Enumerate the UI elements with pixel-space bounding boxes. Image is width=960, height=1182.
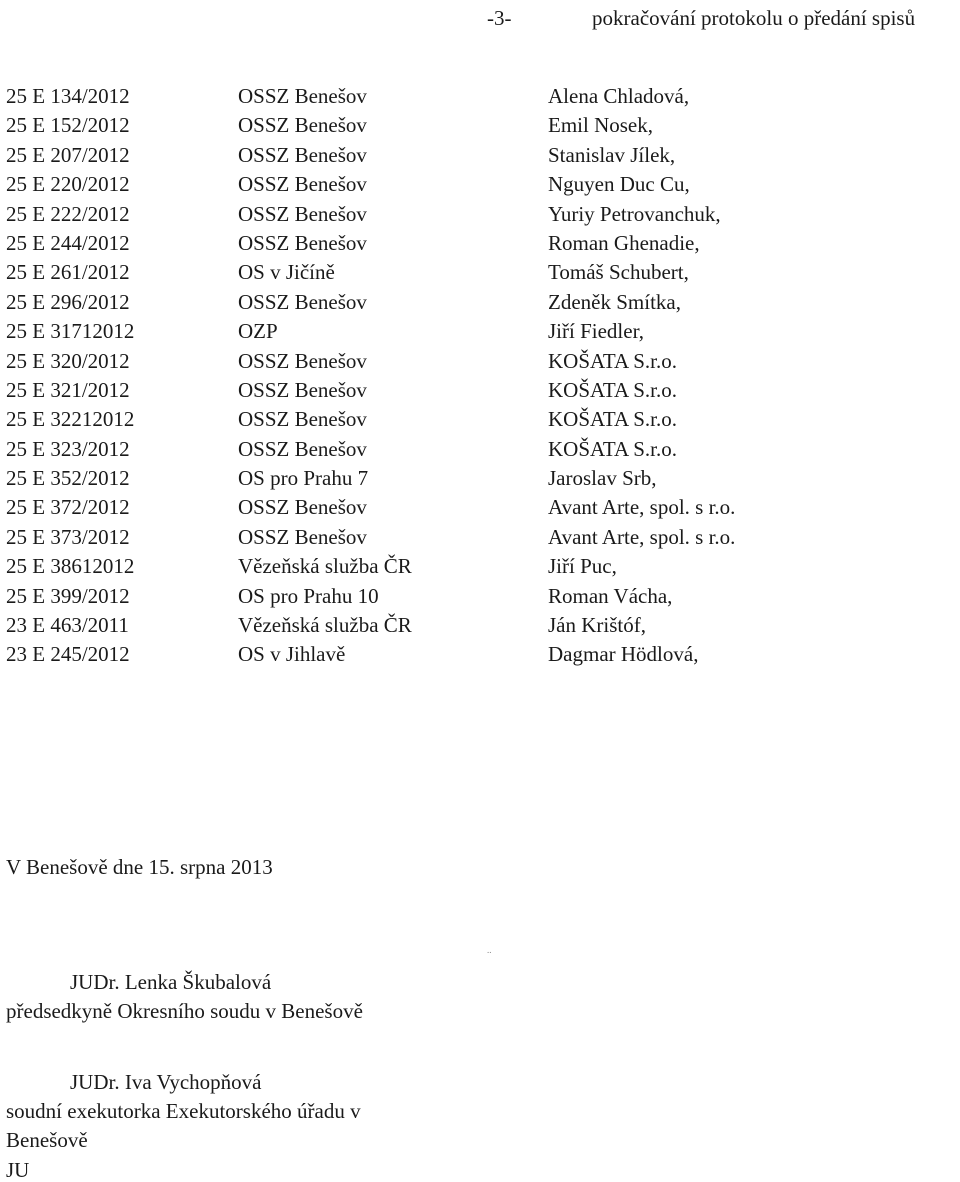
sender-cell: OSSZ Benešov: [238, 436, 367, 461]
party-cell: Stanislav Jílek,: [548, 142, 676, 167]
party-column: [548, 84, 735, 672]
sender-cell: OS pro Prahu 10: [238, 583, 379, 608]
party-cell: Emil Nosek,: [548, 113, 653, 138]
sender-cell: OSSZ Benešov: [238, 495, 367, 520]
sender-cell: Vězeňská služba ČR: [238, 613, 412, 638]
party-cell: Dagmar Hödlová,: [548, 642, 699, 667]
signatory2-name: JUDr. Iva Vychopňová: [70, 1070, 262, 1094]
signatory2-title-continued: Benešově: [6, 1128, 88, 1152]
signatory2-title: soudní exekutorka Exekutorského úřadu v: [6, 1099, 361, 1123]
file-number-cell: 25 E 399/2012: [6, 583, 130, 608]
party-cell: KOŠATA S.r.o.: [548, 377, 678, 402]
sender-cell: Vězeňská služba ČR: [238, 554, 412, 579]
party-cell: Tomáš Schubert,: [548, 260, 689, 285]
party-cell: Nguyen Duc Cu,: [548, 172, 690, 197]
file-number-cell: 25 E 321/2012: [6, 377, 130, 402]
file-number-cell: 25 E 31712012: [6, 319, 135, 344]
sender-cell: OSSZ Benešov: [238, 113, 367, 138]
file-number-cell: 25 E 323/2012: [6, 436, 130, 461]
sender-cell: OSSZ Benešov: [238, 201, 367, 226]
file-number-cell: 25 E 296/2012: [6, 289, 130, 314]
file-number-cell: 25 E 207/2012: [6, 142, 130, 167]
sender-cell: OS v Jihlavě: [238, 642, 346, 667]
file-number-cell: 25 E 152/2012: [6, 113, 130, 138]
party-cell: KOŠATA S.r.o.: [548, 348, 678, 373]
sender-cell: OZP: [238, 319, 278, 344]
sender-column: [238, 84, 412, 672]
party-cell: Jiří Puc,: [548, 554, 617, 579]
file-number-cell: 25 E 352/2012: [6, 466, 130, 491]
page-number: -3-: [487, 6, 512, 30]
sender-cell: OSSZ Benešov: [238, 172, 367, 197]
sender-cell: OSSZ Benešov: [238, 524, 367, 549]
party-cell: Roman Ghenadie,: [548, 230, 700, 255]
sender-cell: OSSZ Benešov: [238, 84, 367, 108]
signatory1-title: předsedkyně Okresního soudu v Benešově: [6, 999, 363, 1023]
file-number-cell: 25 E 261/2012: [6, 260, 130, 285]
sender-cell: OSSZ Benešov: [238, 377, 367, 402]
file-number-column: [6, 84, 134, 672]
mark: ..: [487, 945, 492, 955]
party-cell: Yuriy Petrovanchuk,: [548, 201, 721, 226]
sender-cell: OS pro Prahu 7: [238, 466, 369, 491]
sender-cell: OSSZ Benešov: [238, 407, 367, 432]
file-number-cell: 25 E 320/2012: [6, 348, 130, 373]
file-number-cell: 25 E 372/2012: [6, 495, 130, 520]
party-cell: Jiří Fiedler,: [548, 319, 644, 344]
sender-cell: OSSZ Benešov: [238, 348, 367, 373]
file-number-cell: 25 E 373/2012: [6, 524, 130, 549]
continuation-heading: pokračování protokolu o předání spisů: [592, 6, 916, 30]
file-number-cell: 25 E 220/2012: [6, 172, 130, 197]
party-cell: Avant Arte, spol. s r.o.: [548, 495, 736, 520]
file-number-cell: 23 E 245/2012: [6, 642, 130, 667]
file-number-cell: 25 E 32212012: [6, 407, 135, 432]
party-cell: Jaroslav Srb,: [548, 466, 657, 491]
sender-cell: OS v Jičíně: [238, 260, 335, 285]
sender-cell: OSSZ Benešov: [238, 142, 367, 167]
party-cell: Roman Vácha,: [548, 583, 673, 608]
party-cell: Zdeněk Smítka,: [548, 289, 681, 314]
sender-cell: OSSZ Benešov: [238, 230, 367, 255]
file-number-cell: 23 E 463/2011: [6, 613, 129, 638]
signatory1-name: JUDr. Lenka Škubalová: [70, 970, 272, 994]
initials: JU: [6, 1158, 30, 1182]
date-line: V Benešově dne 15. srpna 2013: [6, 855, 273, 879]
party-cell: Avant Arte, spol. s r.o.: [548, 524, 736, 549]
file-number-cell: 25 E 134/2012: [6, 84, 130, 108]
file-number-cell: 25 E 244/2012: [6, 230, 130, 255]
party-cell: KOŠATA S.r.o.: [548, 407, 678, 432]
party-cell: Ján Krištóf,: [548, 613, 646, 638]
file-number-cell: 25 E 222/2012: [6, 201, 130, 226]
party-cell: Alena Chladová,: [548, 84, 690, 108]
sender-cell: OSSZ Benešov: [238, 289, 367, 314]
file-number-cell: 25 E 38612012: [6, 554, 135, 579]
party-cell: KOŠATA S.r.o.: [548, 436, 678, 461]
